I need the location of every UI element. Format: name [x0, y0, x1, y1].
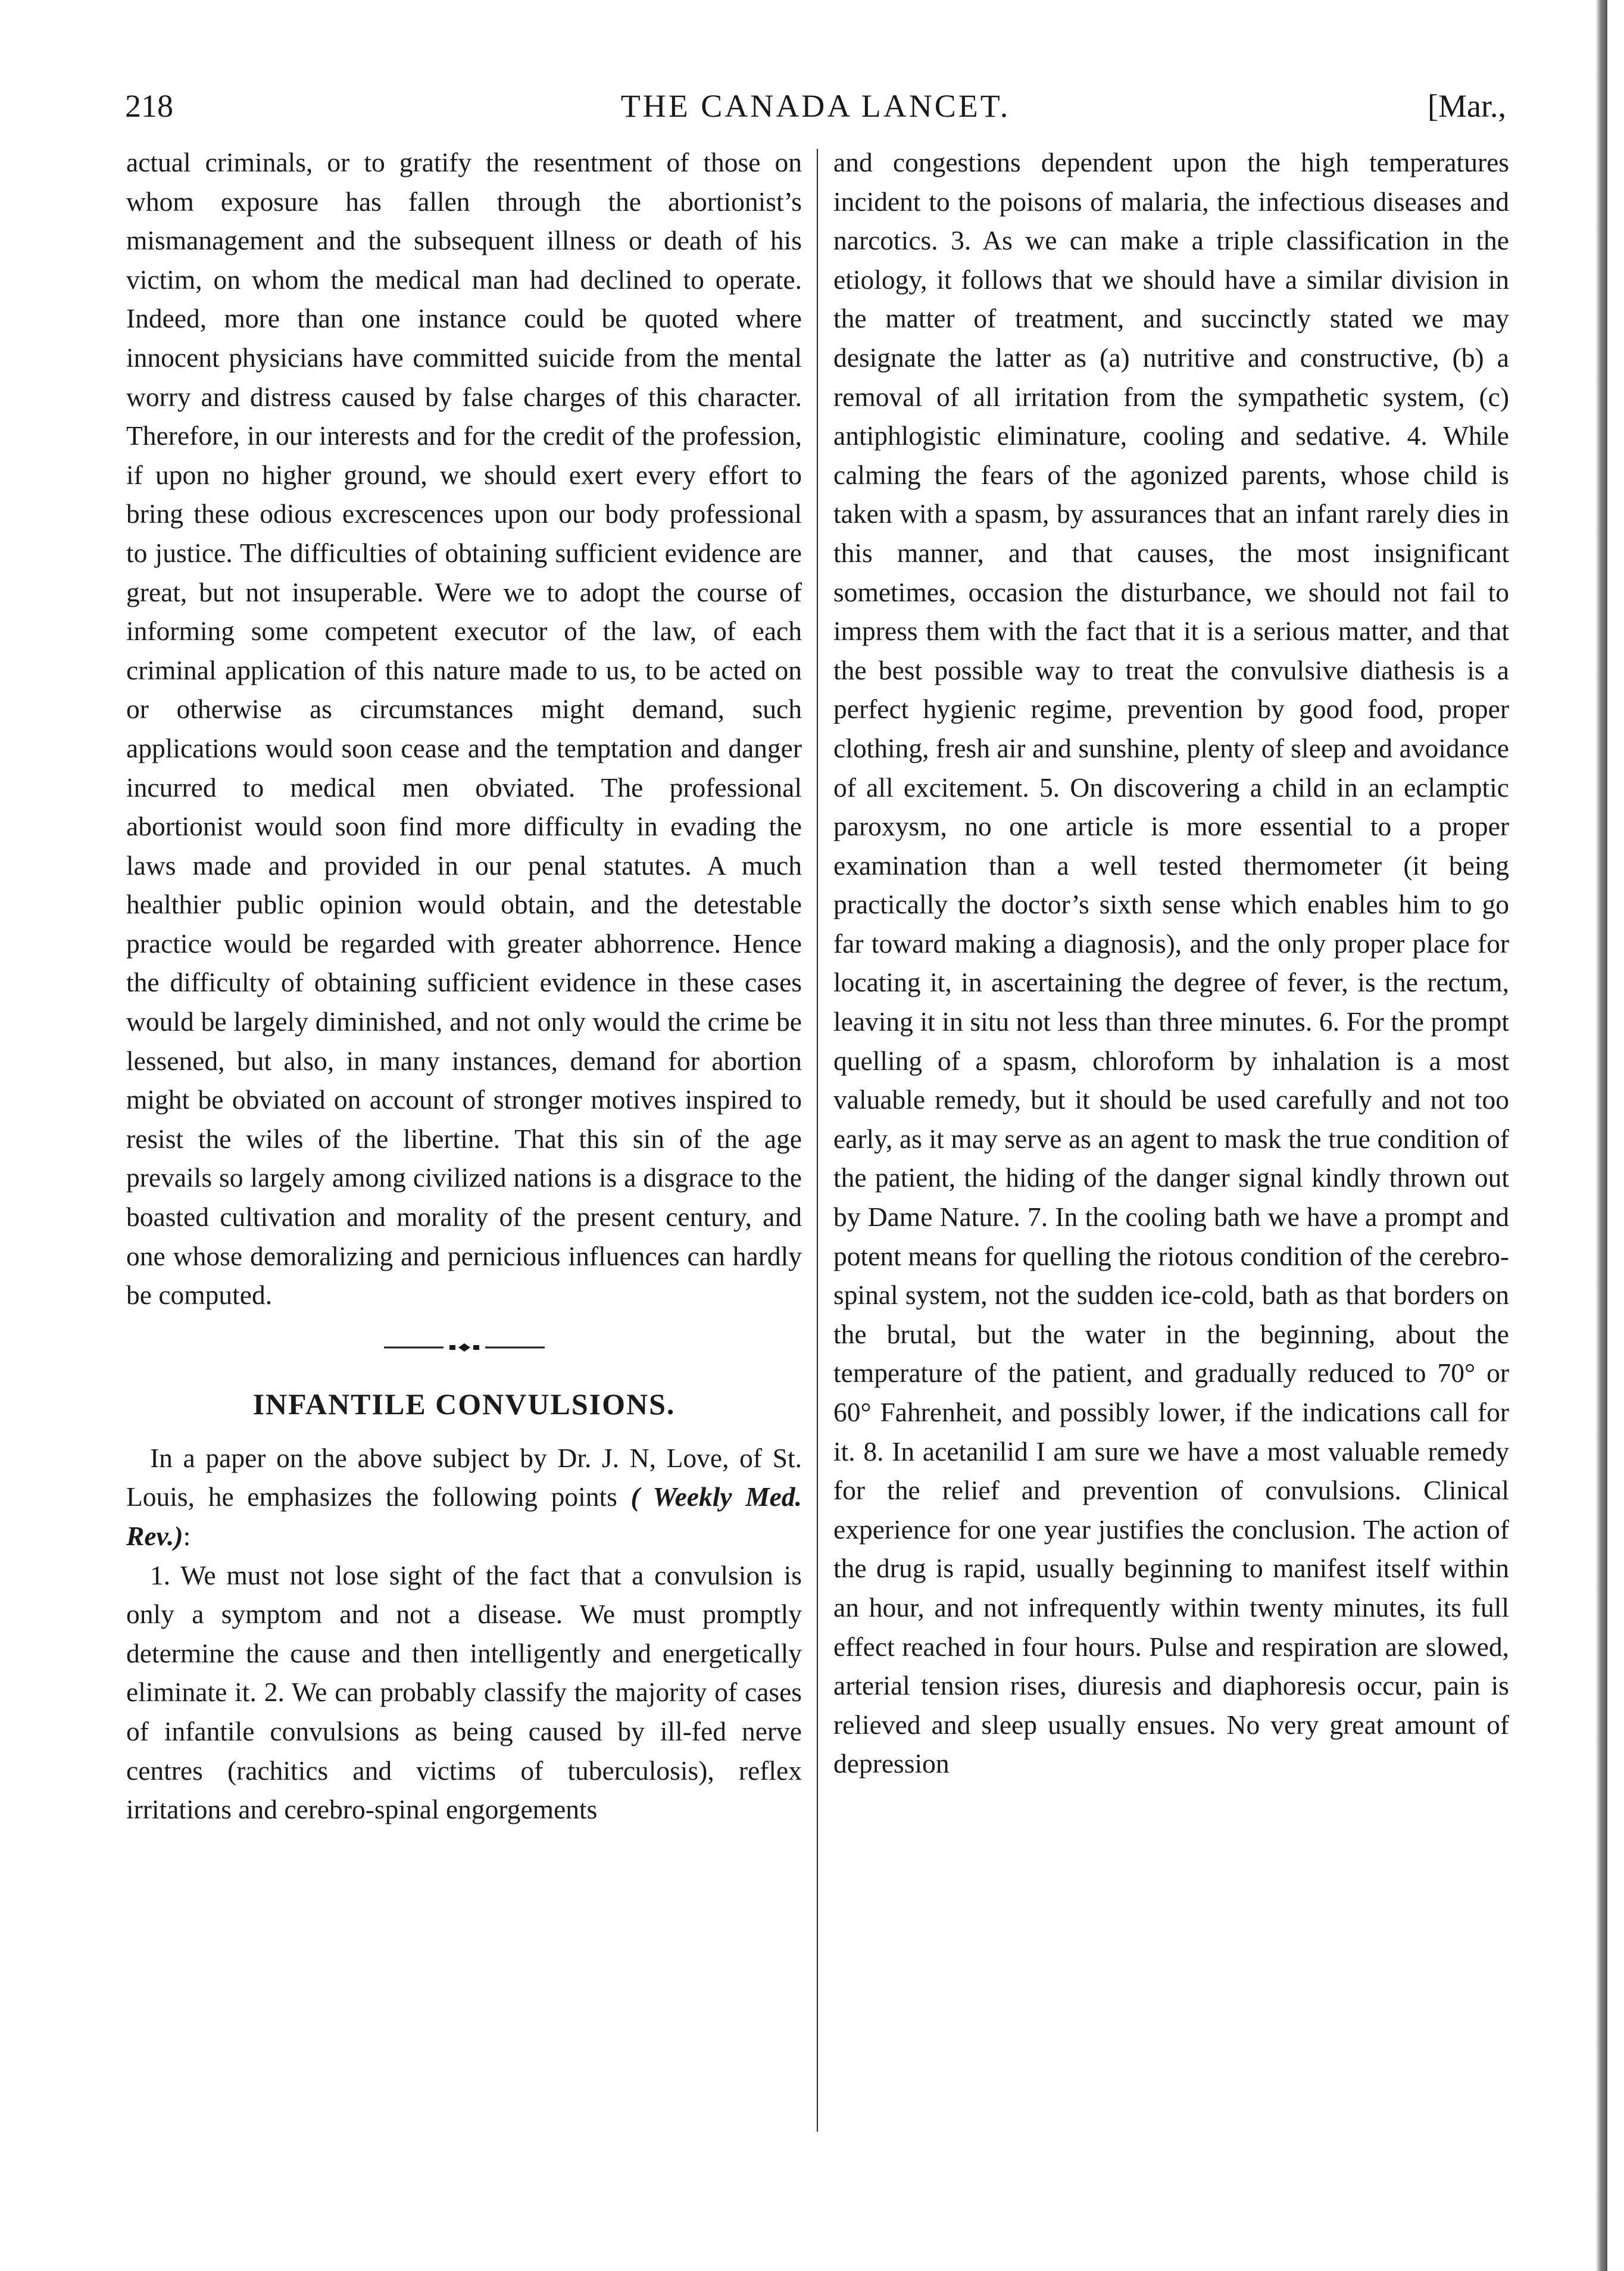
section-heading: INFANTILE CONVULSIONS. [252, 1387, 676, 1421]
abortion-article-continuation: actual criminals, or to gratify the resentment of those on whom exposure has fallen through the abortionist’s mismanagement and the subsequent illness or death of his victim, on whom the medical man had declined to operate. Indeed, more than one instance could be quoted where innocent physicians have committed suicide from the mental worry and distress caused by false charges of this character. Therefore, in our interests and for the credit of the profession, if upon no higher ground, we should exert every effort to bring these odious excrescences upon our body professional to justice. The difficulties of obtaining sufficient evidence are great, but not insuperable. Were we to adopt the course of informing some competent executor of the law, of each criminal application of this nature made to us, to be acted on or otherwise as circumstances might demand, such applications would soon cease and the temptation and danger incurred to medical men obviated. The professional abortionist would soon find more difficulty in evading the laws made and provided in our penal statutes. A much healthier public opinion would obtain, and the detestable practice would be regarded with greater abhorrence. Hence the difficulty of obtaining sufficient evidence in these cases would be largely diminished, and not only would the crime be lessened, but also, in many instances, demand for abortion might be obviated on account of stronger motives inspired to resist the wiles of the libertine. That this sin of the age prevails so largely among civilized nations is a disgrace to the boasted cultivation and morality of the present century, and one whose demoralizing and pernicious influences can hardly be computed. [126, 147, 802, 1311]
points-continuation: and congestions dependent upon the high temperatures incident to the poisons of malaria, the infectious diseases and narcotics. 3. As we can make a triple classification in the etiology, it follows that we should have a similar division in the matter of treatment, and succinctly stated we may designate the latter as (a) nutritive and constructive, (b) a removal of all irritation from the sympathetic system, (c) antiphlogistic eliminature, cooling and sedative. 4. While calming the fears of the agonized parents, whose child is taken with a spasm, by assurances that an infant rarely dies in this manner, and that causes, the most insignificant sometimes, occasion the disturbance, we should not fail to impress them with the fact that it is a serious matter, and that the best possible way to treat the convulsive diathesis is a perfect hygienic regime, prevention by good food, proper clothing, fresh air and sunshine, plenty of sleep and avoidance of all excitement. 5. On discovering a child in an eclamptic paroxysm, no one article is more essential to a proper examination than a well tested thermometer (it being practically the doctor’s sixth sense which enables him to go far toward making a diagnosis), and the only proper place for locating it, in ascertaining the degree of fever, is the rectum, leaving it in situ not less than three minutes. 6. For the prompt quelling of a spasm, chloroform by inhalation is a most valuable remedy, but it should be used carefully and not too early, as it may serve as an agent to mask the true condition of the patient, the hiding of the danger signal kindly thrown out by Dame Nature. 7. In the cooling bath we have a prompt and potent means for quelling the riotous condition of the cerebrospinal system, not the sudden ice-cold, bath as that borders on the brutal, but the water in the beginning, about the temperature of the patient, and gradually reduced to 70° or 60° Fahrenheit, and possibly lower, if the indications call for it. 8. In acetanilid I am sure we have a most valuable remedy for the relief and prevention of convulsions. Clinical experience for one year justifies the conclusion. The action of the drug is rapid, usually beginning to manifest itself within an hour, and not infrequently within twenty minutes, its full effect reached in four hours. Pulse and respiration are slowed, arterial tension rises, diuresis and diaphoresis occur, pain is relieved and sleep usually ensues. No very great amount of depression [833, 147, 1509, 1779]
points-paragraph: 1. We must not lose sight of the fact that a convulsion is only a symptom and not a disease. We must promptly determine the cause and then intelligently and energetically eliminate it. 2. We can probably classify the majority of cases of infantile convulsions as being caused by ill-fed nerve centres (rachitics and victims of tuberculosis), reflex irritations and cerebro-spinal engorgements [126, 1559, 802, 1825]
journal-title: THE CANADA LANCET. [620, 88, 1011, 124]
intro-text: In a paper on the above subject by Dr. J. N, Love, of St. Louis, he emphasizes the following points [126, 1442, 802, 1512]
left-column [126, 143, 802, 1829]
page-header [125, 76, 1506, 136]
scan-edge-shadow [1595, 0, 1607, 2271]
section-separator [126, 1315, 802, 1380]
intro-colon: : [183, 1521, 191, 1551]
column-divider [817, 149, 818, 2132]
issue-month: [Mar., [1428, 88, 1506, 124]
right-column [833, 143, 1509, 1783]
page-number: 218 [125, 88, 173, 124]
journal-citation: ( Weekly Med. Rev.) [126, 1481, 802, 1551]
intro-paragraph [126, 1439, 802, 1556]
ornamental-rule [384, 1342, 545, 1353]
